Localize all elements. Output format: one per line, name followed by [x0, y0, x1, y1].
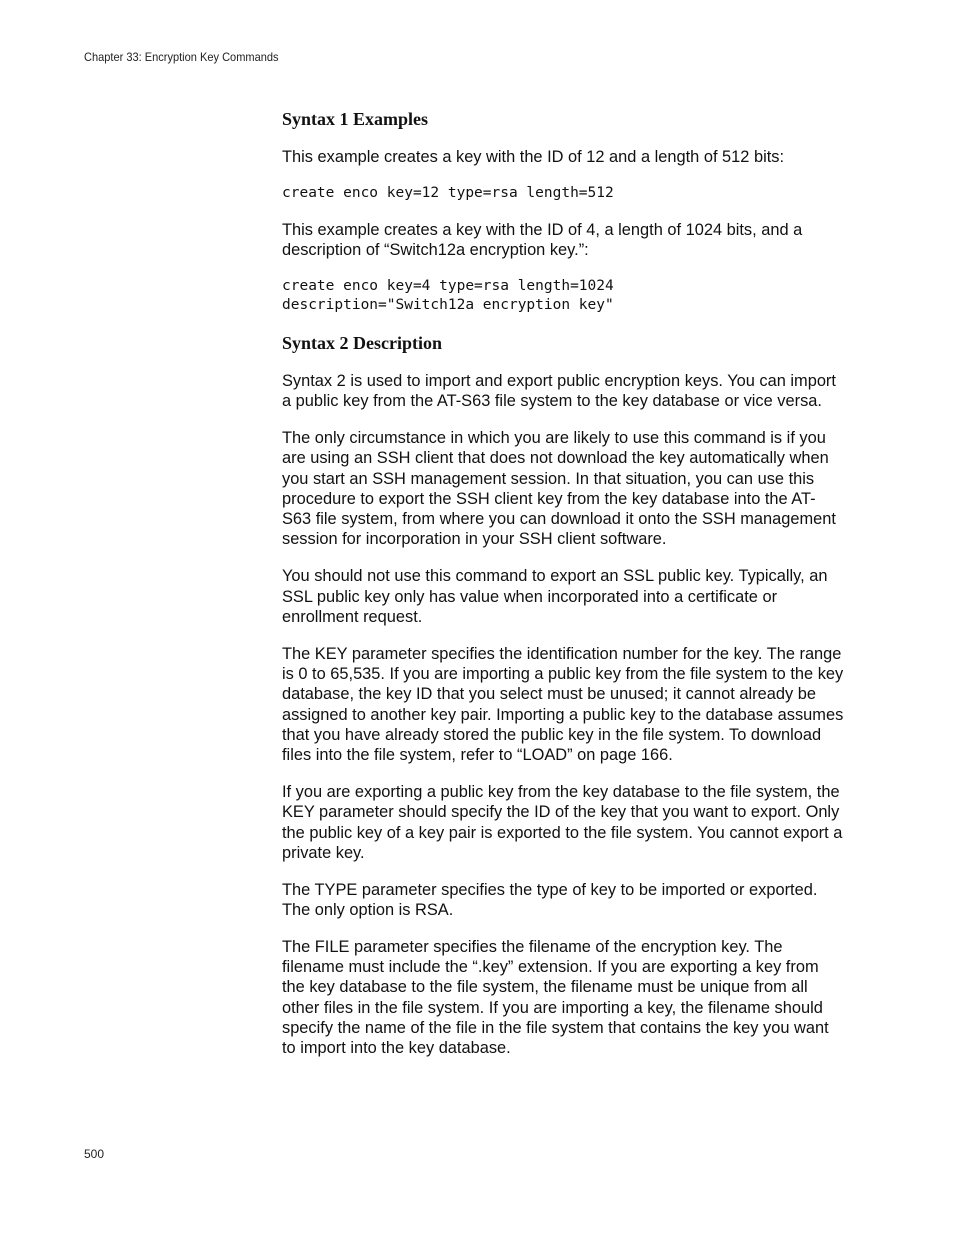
- body-paragraph: Syntax 2 is used to import and export public encryption keys. You can import a public key from the AT-S63 file system to the key database or vice versa.: [282, 371, 836, 411]
- body-paragraph: The FILE parameter specifies the filename of the encryption key. The filename must include the “.key” extension. If you are exporting a key from the key database to the file system, the filename must be unique from all other files in the file system. If you are importing a key, the filename should specify the name of the file in the file system that contains the key you want to import into the key database.: [282, 937, 829, 1058]
- body-paragraph: The only circumstance in which you are likely to use this command is if you are using an SSH client that does not download the key automatically when you start an SSH management session. In that situation, you can use this procedure to export the SSH client key from the key database into the AT-S63 file system, from where you can download it onto the SSH management session for incorporation in your SSH client software.: [282, 428, 836, 549]
- body-paragraph: You should not use this command to export an SSL public key. Typically, an SSL public key only has value when incorporated into a certificate or enrollment request.: [282, 567, 828, 626]
- page-content: [282, 108, 844, 1075]
- body-paragraph: The TYPE parameter specifies the type of key to be imported or exported. The only option is RSA.: [282, 880, 818, 919]
- body-paragraph: The KEY parameter specifies the identification number for the key. The range is 0 to 65,535. If you are importing a public key from the file system to the key database, the key ID that you select must be unused; it cannot already be assigned to another key pair. Importing a public key to the database assumes that you have already stored the public key in the file system. To download files into the file system, refer to “LOAD” on page 166.: [282, 644, 844, 765]
- code-example: create enco key=12 type=rsa length=512: [282, 184, 614, 201]
- body-paragraph: This example creates a key with the ID of 4, a length of 1024 bits, and a description of “Switch12a encryption key.”:: [282, 220, 803, 260]
- page-number: 500: [84, 1147, 105, 1161]
- section-heading-syntax1-examples: Syntax 1 Examples: [282, 109, 429, 129]
- body-paragraph: This example creates a key with the ID of 12 and a length of 512 bits:: [282, 148, 785, 166]
- section-heading-syntax2-description: Syntax 2 Description: [282, 332, 443, 353]
- body-paragraph: If you are exporting a public key from the key database to the file system, the KEY parameter should specify the ID of the key that you want to export. Only the public key of a key pair is exported to the file system. You cannot export a private key.: [282, 782, 843, 862]
- running-header: Chapter 33: Encryption Key Commands: [84, 50, 279, 64]
- code-example: create enco key=4 type=rsa length=1024 description="Switch12a encryption key": [282, 277, 614, 313]
